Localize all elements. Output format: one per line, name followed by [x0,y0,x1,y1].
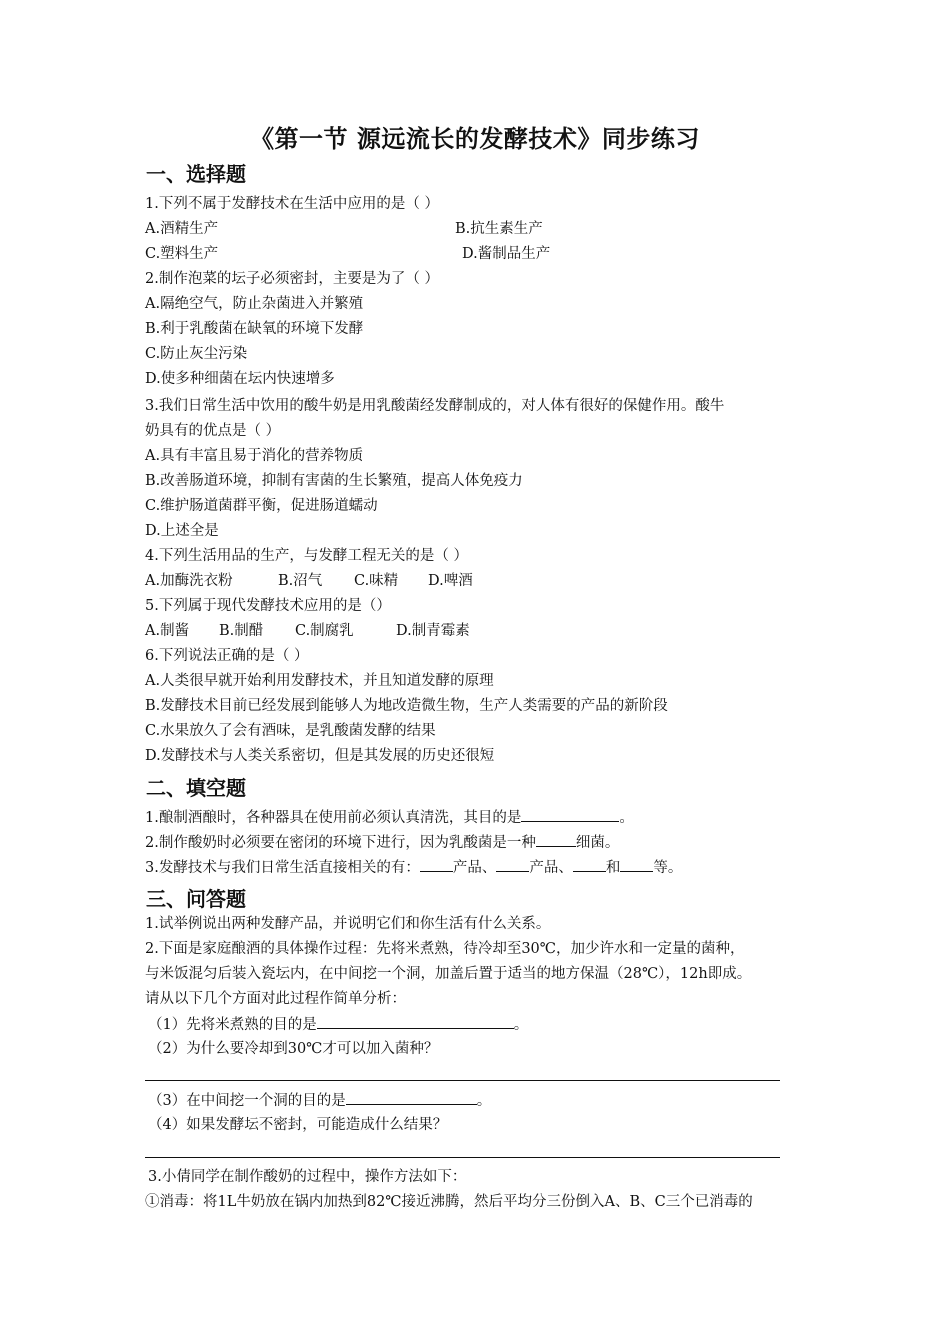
q4-option-d: D.啤酒 [428,573,473,589]
answer-line-1[interactable] [145,1080,780,1081]
q5-option-d: D.制青霉素 [396,623,470,639]
qa-q3-line1: 3.小倩同学在制作酸奶的过程中，操作方法如下： [148,1169,467,1185]
q3-option-b: B.改善肠道环境，抑制有害菌的生长繁殖，提高人体免疫力 [145,473,523,489]
fill-q3-blank-1[interactable] [420,857,453,872]
qa-q2-sub3-blank[interactable] [346,1090,477,1105]
q4-stem: 4.下列生活用品的生产，与发酵工程无关的是（ ） [145,548,468,564]
fill-q2-end: 细菌。 [575,835,620,851]
qa-q2-sub1-text: （1）先将米煮熟的目的是 [148,1017,317,1033]
q2-option-d: D.使多种细菌在坛内快速增多 [145,371,335,387]
q1-option-c: C.塑料生产 [145,246,219,262]
q2-option-a: A.隔绝空气，防止杂菌进入并繁殖 [145,296,364,312]
fill-q3-blank-2[interactable] [496,857,529,872]
q5-option-c: C.制腐乳 [295,623,354,639]
section-heading-qa: 三、问答题 [146,887,246,911]
q3-option-c: C.维护肠道菌群平衡，促进肠道蠕动 [145,498,378,514]
q4-option-c: C.味精 [354,573,399,589]
fill-q3-word-1: 产品、 [452,860,497,876]
q5-option-b: B.制醋 [219,623,264,639]
fill-q1-blank[interactable] [521,807,619,822]
fill-q2-blank[interactable] [536,832,576,847]
qa-q2-sub3-end: 。 [476,1093,492,1109]
qa-q2-sub3 [148,1090,491,1111]
q6-stem: 6.下列说法正确的是（ ） [145,648,309,664]
fill-q3-word-2: 产品、 [529,860,573,876]
qa-q2-sub2: （2）为什么要冷却到30℃才可以加入菌种？ [148,1041,439,1057]
fill-q1-end: 。 [619,810,634,826]
q4-option-a: A.加酶洗衣粉 [145,573,233,589]
page-title: 《第一节 源远流长的发酵技术》同步练习 [250,124,700,153]
q6-option-d: D.发酵技术与人类关系密切，但是其发展的历史还很短 [145,748,495,764]
section-heading-fill: 二、填空题 [146,776,246,800]
q6-option-b: B.发酵技术目前已经发展到能够人为地改造微生物，生产人类需要的产品的新阶段 [145,698,668,714]
q2-option-c: C.防止灰尘污染 [145,346,248,362]
fill-q2-text: 2.制作酸奶时必须要在密闭的环境下进行，因为乳酸菌是一种 [145,835,536,851]
fill-q3-end: 等。 [653,860,683,876]
q6-option-c: C.水果放久了会有酒味，是乳酸菌发酵的结果 [145,723,436,739]
q6-option-a: A.人类很早就开始利用发酵技术，并且知道发酵的原理 [145,673,494,689]
q1-option-b: B.抗生素生产 [455,221,543,237]
qa-q2-sub1-end: 。 [513,1017,529,1033]
q5-stem: 5.下列属于现代发酵技术应用的是（） [145,598,391,614]
q4-option-b: B.沼气 [278,573,323,589]
q1-option-d: D.酱制品生产 [462,246,551,262]
fill-q3-blank-4[interactable] [620,857,653,872]
fill-q3-word-3: 和 [605,860,621,876]
q2-stem: 2.制作泡菜的坛子必须密封，主要是为了（ ） [145,271,439,287]
section-heading-choice: 一、选择题 [146,162,246,186]
qa-q2-line1: 2.下面是家庭酿酒的具体操作过程：先将米煮熟，待冷却至30℃，加少许水和一定量的菌种， [145,941,745,957]
qa-q2-sub3-text: （3）在中间挖一个洞的目的是 [148,1093,346,1109]
fill-q1 [145,807,634,828]
qa-q2-sub1-blank[interactable] [317,1014,514,1029]
qa-q2-sub1 [148,1014,528,1035]
fill-q2 [145,832,619,853]
q3-option-a: A.具有丰富且易于消化的营养物质 [145,448,364,464]
q1-stem: 1.下列不属于发酵技术在生活中应用的是（ ） [145,196,439,212]
fill-q3 [145,857,682,878]
q5-option-a: A.制酱 [145,623,190,639]
fill-q1-text: 1.酿制酒酿时，各种器具在使用前必须认真清洗，其目的是 [145,810,522,826]
fill-q3-text: 3.发酵技术与我们日常生活直接相关的有： [145,860,420,876]
fill-q3-blank-3[interactable] [573,857,606,872]
q2-option-b: B.利于乳酸菌在缺氧的环境下发酵 [145,321,364,337]
q3-option-d: D.上述全是 [145,523,219,539]
qa-q2-line3: 请从以下几个方面对此过程作简单分析： [145,991,406,1007]
q1-option-a: A.酒精生产 [145,221,219,237]
q3-stem-line1: 3.我们日常生活中饮用的酸牛奶是用乳酸菌经发酵制成的，对人体有很好的保健作用。酸牛 [145,398,725,414]
q3-stem-line2: 奶具有的优点是（ ） [145,423,281,439]
qa-q3-line2: ①消毒：将1L牛奶放在锅内加热到82℃接近沸腾，然后平均分三份倒入A、B、C三个已消毒的 [145,1194,753,1210]
qa-q2-line2: 与米饭混匀后装入瓷坛内，在中间挖一个洞，加盖后置于适当的地方保温（28℃），12h即成。 [145,966,752,982]
answer-line-2[interactable] [145,1157,780,1158]
qa-q1: 1.试举例说出两种发酵产品，并说明它们和你生活有什么关系。 [145,916,551,932]
qa-q2-sub4: （4）如果发酵坛不密封，可能造成什么结果？ [148,1117,448,1133]
